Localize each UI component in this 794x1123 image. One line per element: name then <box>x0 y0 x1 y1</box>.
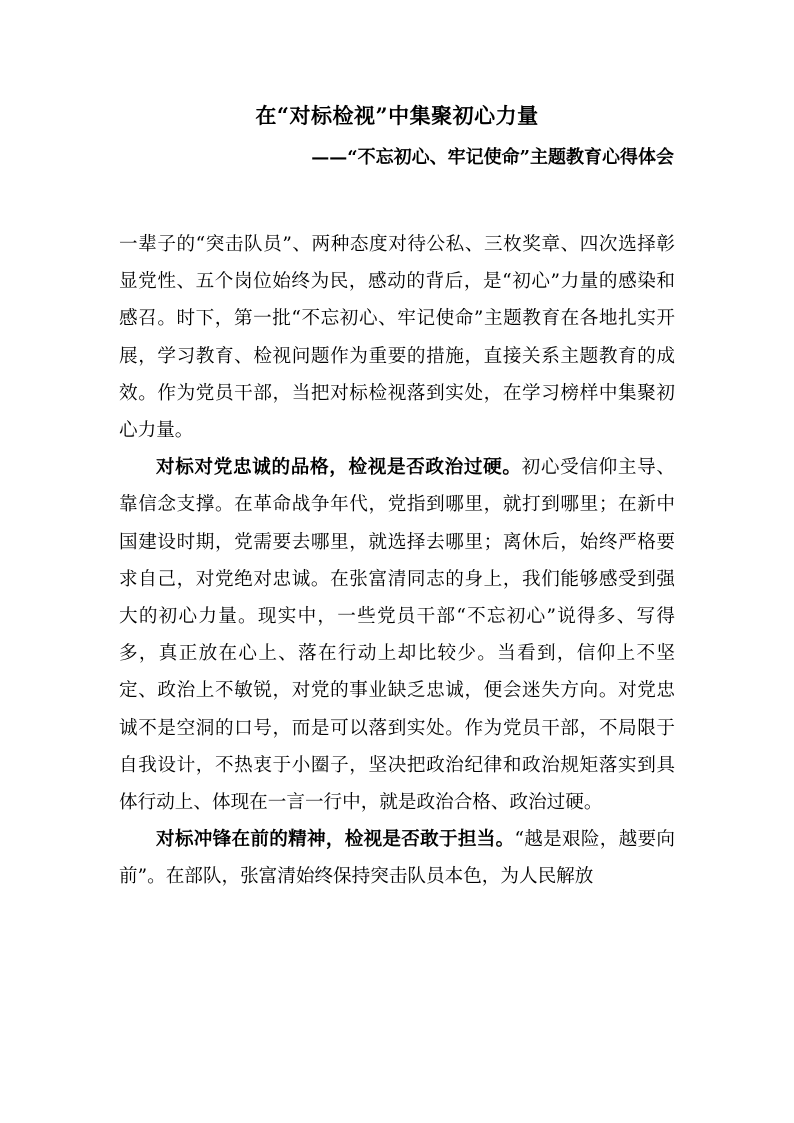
paragraph-loyalty <box>119 449 675 821</box>
paragraph-lead: 对标冲锋在前的精神，检视是否敢于担当。 <box>156 829 515 851</box>
document-body <box>119 226 675 896</box>
paragraph-text: 初心受信仰主导、靠信念支撑。在革命战争年代，党指到哪里，就打到哪里；在新中国建设时期，党需要去哪里，就选择去哪里；离休后，始终严格要求自己，对党绝对忠诚。在张富清同志的身上，我们能够感受到强大的初心力量。现实中，一些党员干部“不忘初心”说得多、写得多，真正放在心上、落在行动上却比较少。当看到，信仰上不坚定、政治上不敏锐，对党的事业缺乏忠诚，便会迷失方向。对党忠诚不是空洞的口号，而是可以落到实处。作为党员干部，不局限于自我设计，不热衷于小圈子，坚决把政治纪律和政治规矩落实到具体行动上、体现在一言一行中，就是政治合格、政治过硬。 <box>119 457 675 814</box>
paragraph-lead: 对标对党忠诚的品格，检视是否政治过硬。 <box>156 457 522 479</box>
paragraph-intro <box>119 226 675 449</box>
document-subtitle: ——“不忘初心、牢记使命”主题教育心得体会 <box>311 147 674 168</box>
paragraph-text: “越是艰险，越要向前”。在部队，张富清始终保持突击队员本色，为人民解放 <box>119 829 675 888</box>
paragraph-text: 一辈子的“突击队员”、两种态度对待公私、三枚奖章、四次选择彰显党性、五个岗位始终为民，感动的背后，是“初心”力量的感染和感召。时下，第一批“不忘初心、牢记使命”主题教育在各地扎实开展，学习教育、检视问题作为重要的措施，直接关系主题教育的成效。作为党员干部，当把对标检视落到实处，在学习榜样中集聚初心力量。 <box>119 234 675 442</box>
document-title: 在“对标检视”中集聚初心力量 <box>255 103 539 128</box>
paragraph-responsibility <box>119 821 675 895</box>
